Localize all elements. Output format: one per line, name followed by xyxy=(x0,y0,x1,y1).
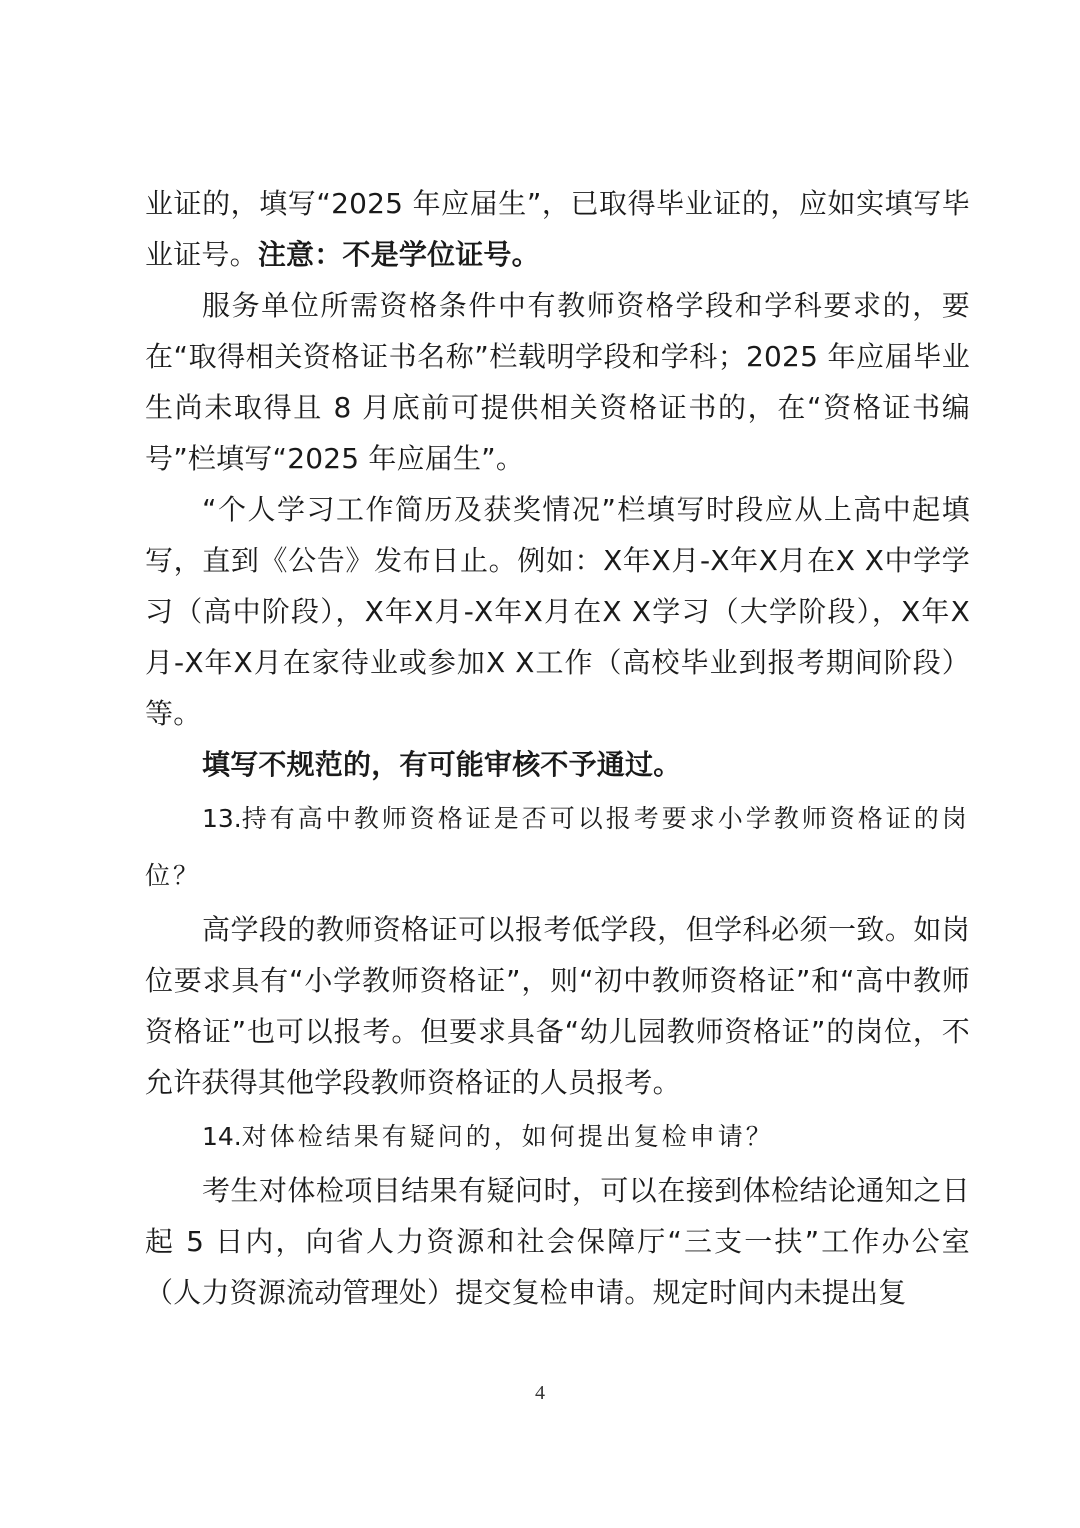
question-text: 持有高中教师资格证是否可以报考要求小学教师资格证的岗位？ xyxy=(145,804,970,890)
question-number: 14. xyxy=(202,1122,242,1151)
answer-14: 考生对体检项目结果有疑问时，可以在接到体检结论通知之日起 5 日内，向省人力资源和社会保障厅“三支一扶”工作办公室（人力资源流动管理处）提交复检申请。规定时间内未提出复 xyxy=(145,1174,970,1309)
question-14 xyxy=(145,1108,970,1165)
page-number: 4 xyxy=(535,1382,545,1404)
question-number: 13. xyxy=(202,804,242,833)
paragraph-text: 业证的，填写“2025 年应届生”，已取得毕业证的，应如实填写毕业证号。 xyxy=(145,187,970,271)
question-13 xyxy=(145,790,970,904)
note-emphasis: 注意：不是学位证号。 xyxy=(257,238,540,271)
document-body xyxy=(145,178,970,1318)
paragraph-teacher-qualification: 服务单位所需资格条件中有教师资格学段和学科要求的，要在“取得相关资格证书名称”栏载明学段和学科；2025 年应届毕业生尚未取得且 8 月底前可提供相关资格证书的，在“资格证书编号”栏填写“2025 年应届生”。 xyxy=(145,289,970,475)
paragraph-resume-guidance: “个人学习工作简历及获奖情况”栏填写时段应从上高中起填写，直到《公告》发布日止。例如：X年X月-X年X月在X X中学学习（高中阶段），X年X月-X年X月在X X学习（大学阶段），X年X月-X年X月在家待业或参加X X工作（高校毕业到报考期间阶段）等。 xyxy=(145,493,970,730)
paragraph-warning: 填写不规范的，有可能审核不予通过。 xyxy=(202,748,682,781)
answer-13: 高学段的教师资格证可以报考低学段，但学科必须一致。如岗位要求具有“小学教师资格证”，则“初中教师资格证”和“高中教师资格证”也可以报考。但要求具备“幼儿园教师资格证”的岗位，不允许获得其他学段教师资格证的人员报考。 xyxy=(145,913,970,1099)
paragraph-graduation-cert xyxy=(145,178,970,280)
question-text: 对体检结果有疑问的，如何提出复检申请？ xyxy=(241,1122,774,1151)
